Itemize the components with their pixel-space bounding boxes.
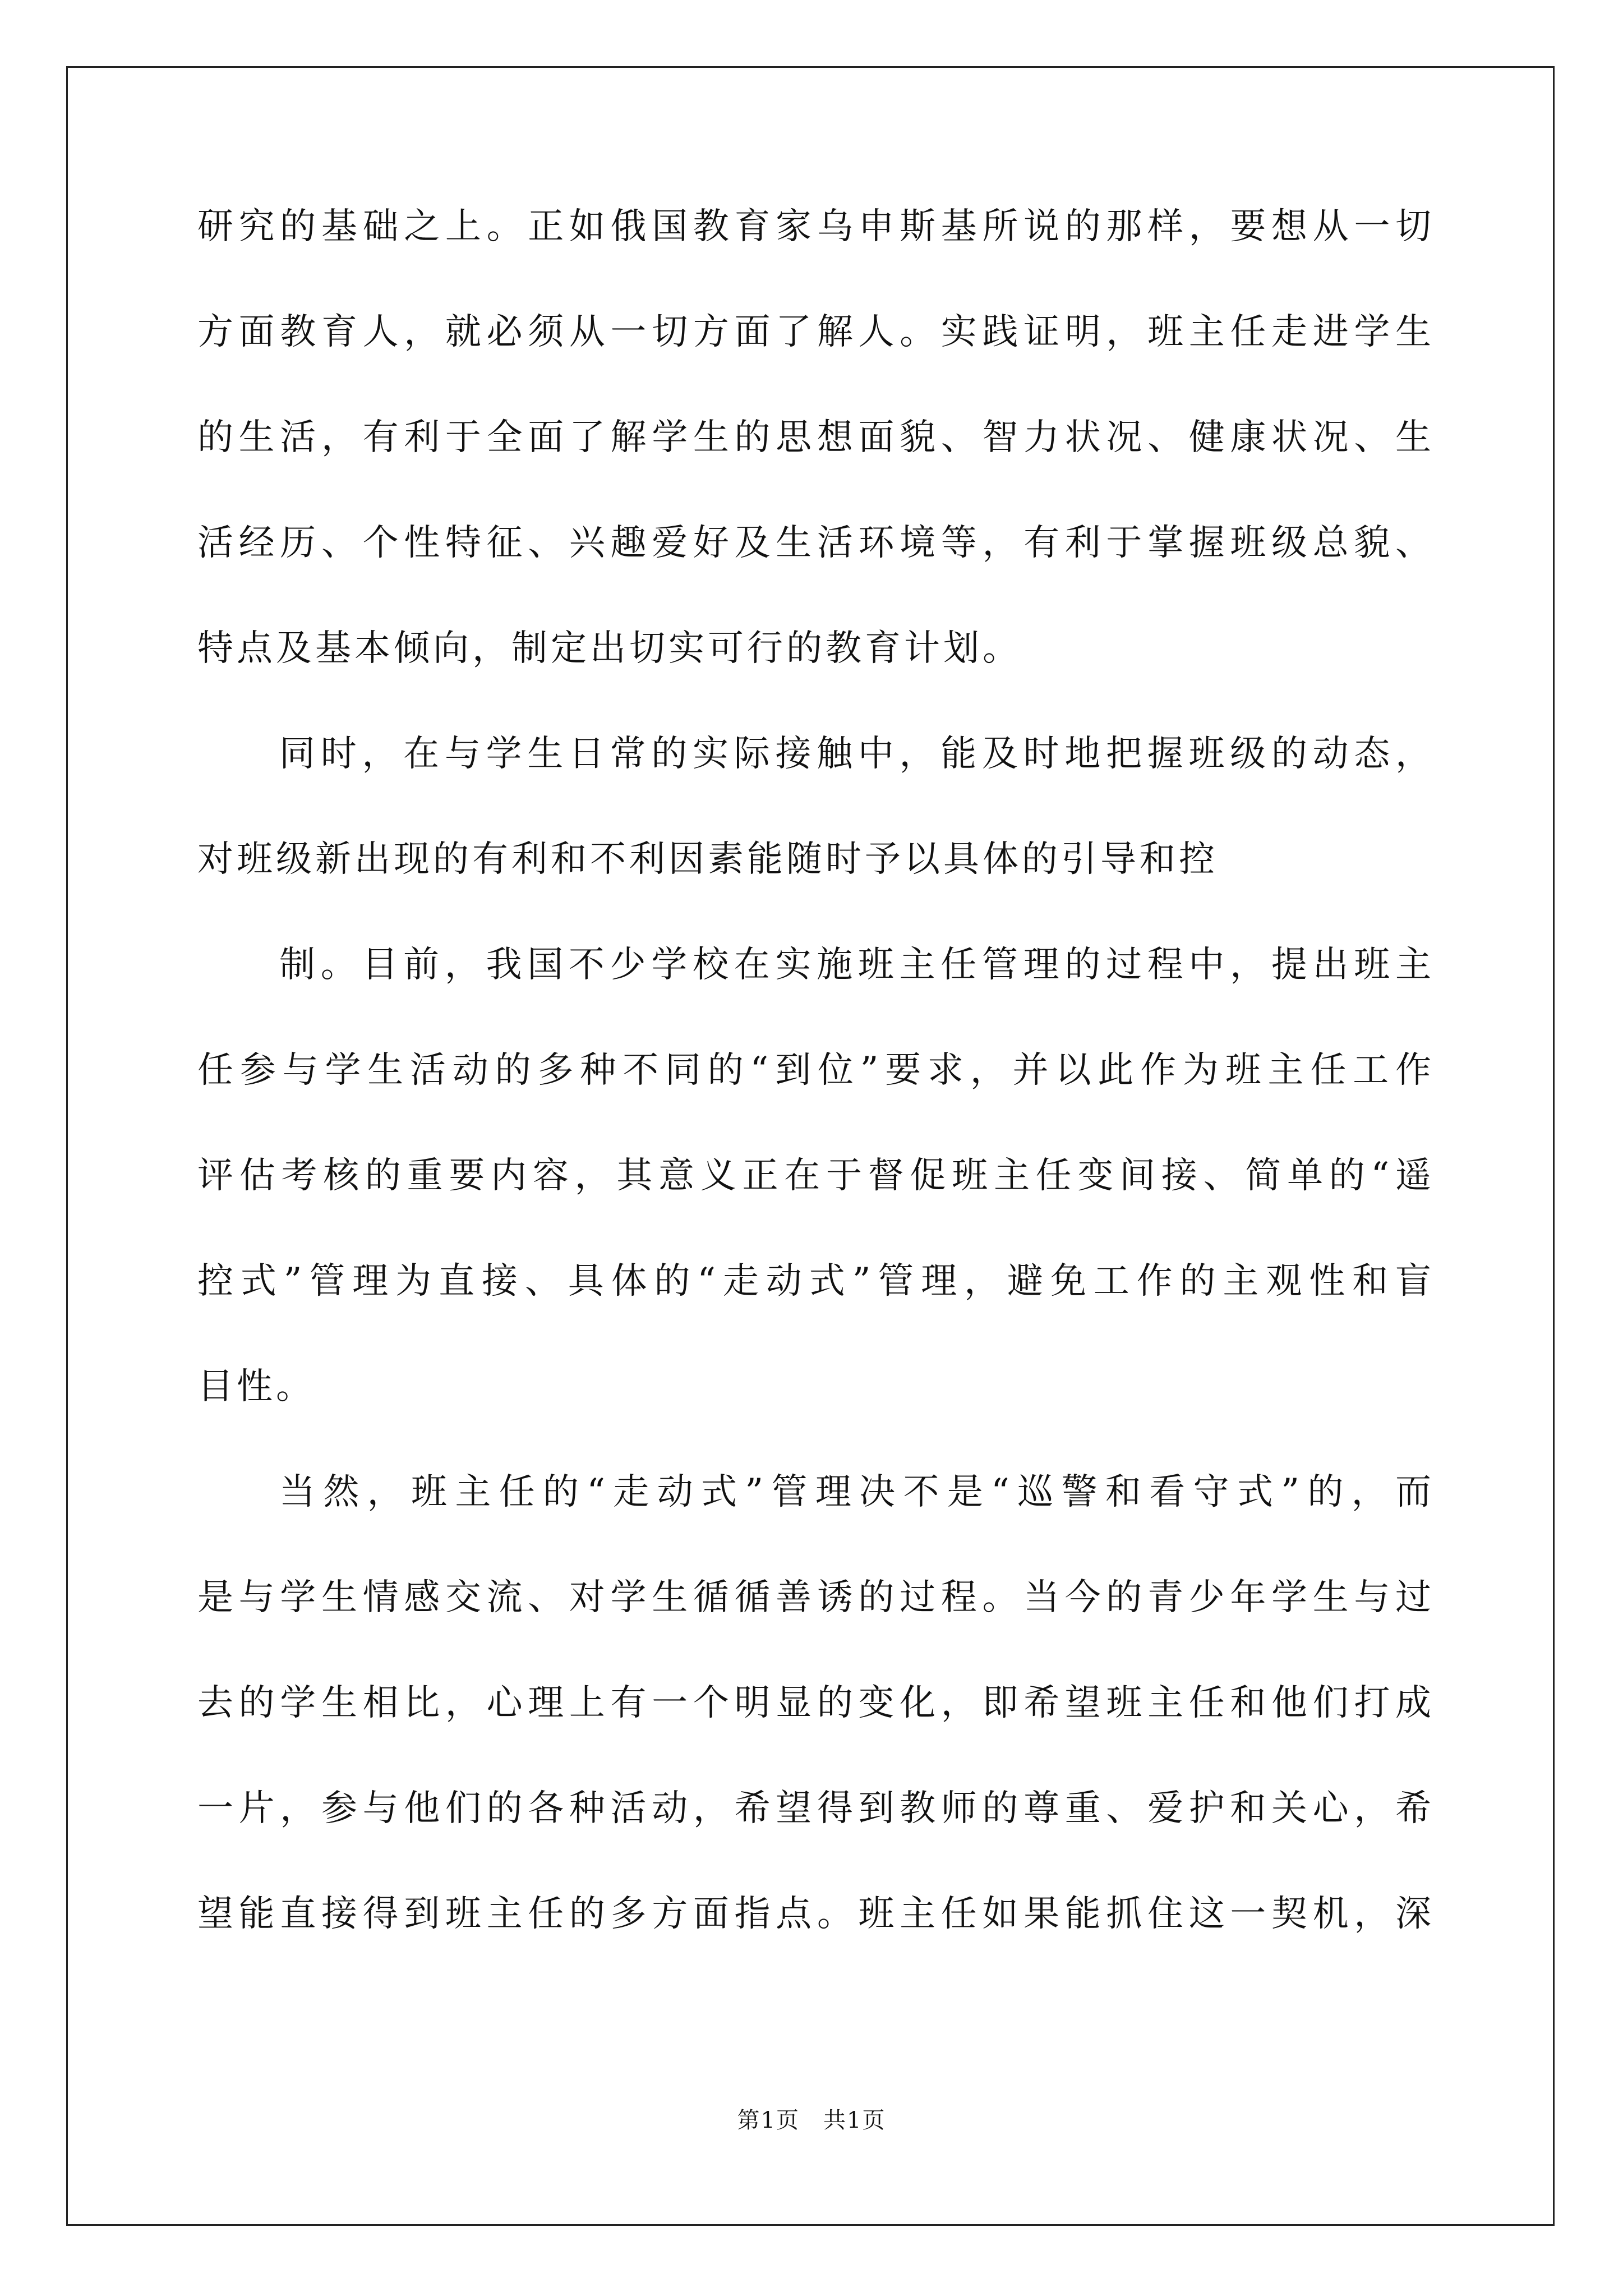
text-line: 望能直接得到班主任的多方面指点。班主任如果能抓住这一契机，深 xyxy=(197,1893,1431,1935)
text-line: 同时，在与学生日常的实际接触中，能及时地把握班级的动态， xyxy=(279,733,1431,775)
text-line: 目性。 xyxy=(197,1366,315,1407)
document-body xyxy=(197,206,1431,2001)
text-line: 当然，班主任的“走动式”管理决不是“巡警和看守式”的，而 xyxy=(279,1471,1431,1513)
text-line: 是与学生情感交流、对学生循循善诱的过程。当今的青少年学生与过 xyxy=(197,1577,1431,1618)
text-line: 一片，参与他们的各种活动，希望得到教师的尊重、爱护和关心，希 xyxy=(197,1788,1431,1829)
text-line: 对班级新出现的有利和不利因素能随时予以具体的引导和控 xyxy=(197,839,1218,880)
text-line: 活经历、个性特征、兴趣爱好及生活环境等，有利于掌握班级总貌、 xyxy=(197,522,1431,564)
text-line: 特点及基本倾向，制定出切实可行的教育计划。 xyxy=(197,628,1022,669)
text-line: 去的学生相比，心理上有一个明显的变化，即希望班主任和他们打成 xyxy=(197,1682,1431,1724)
text-line: 研究的基础之上。正如俄国教育家乌申斯基所说的那样，要想从一切 xyxy=(197,206,1431,247)
text-line: 方面教育人，就必须从一切方面了解人。实践证明，班主任走进学生 xyxy=(197,311,1431,353)
text-line: 评估考核的重要内容，其意义正在于督促班主任变间接、简单的“遥 xyxy=(197,1155,1431,1197)
text-line: 制。目前，我国不少学校在实施班主任管理的过程中，提出班主 xyxy=(279,944,1431,986)
text-line: 任参与学生活动的多种不同的“到位”要求，并以此作为班主任工作 xyxy=(197,1050,1431,1091)
text-line: 的生活，有利于全面了解学生的思想面貌、智力状况、健康状况、生 xyxy=(197,417,1431,458)
page-footer xyxy=(0,2109,1623,2132)
text-line: 控式”管理为直接、具体的“走动式”管理，避免工作的主观性和盲 xyxy=(197,1260,1431,1302)
page-number-label: 第1页 共1页 xyxy=(737,2108,886,2133)
